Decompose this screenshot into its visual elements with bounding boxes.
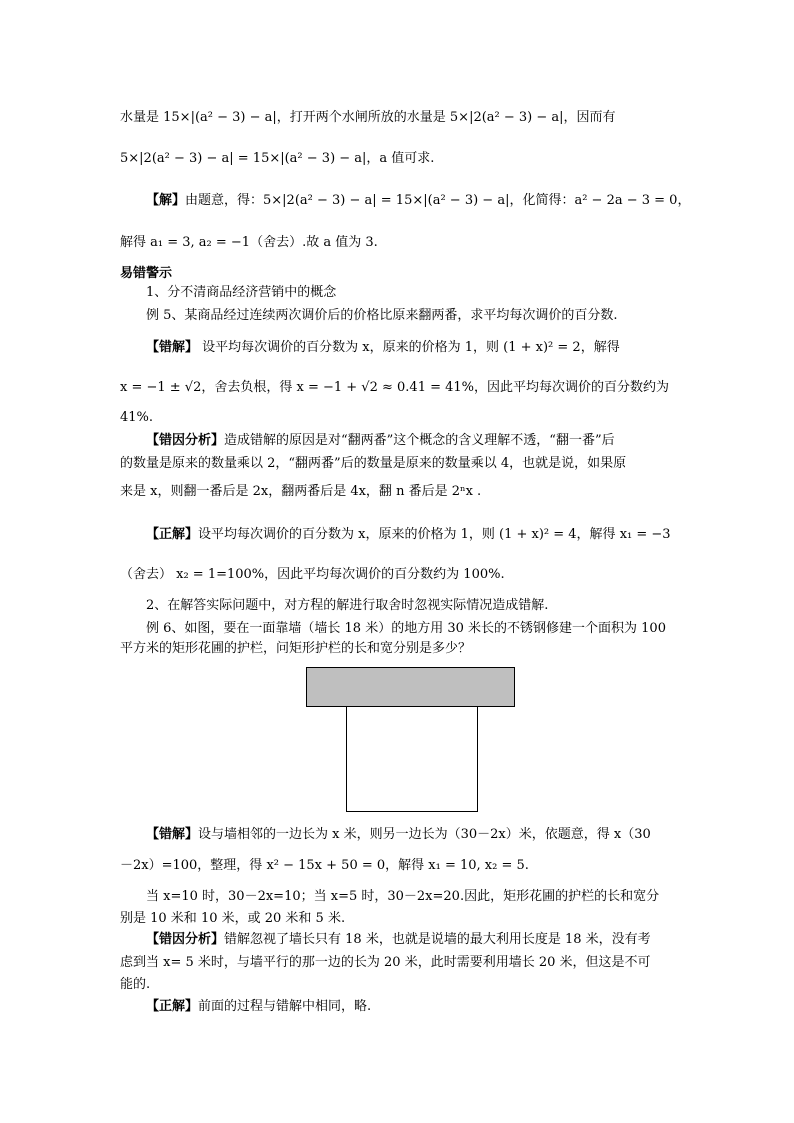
line-24: 能的. — [120, 977, 151, 992]
line-1: 水量是 15×|(a² − 3) − a|，打开两个水闸所放的水量是 5×|2(a² − 3) − a|，因而有 — [120, 110, 616, 125]
line-11: 的数量是原来的数量乘以 2，“翻两番”后的数量是原来的数量乘以 4，也就是说，如果原 — [120, 456, 627, 471]
wrong-text: 设平均每次调价的百分数为 x，原来的价格为 1，则 (1 + x)² = 2，解得 — [198, 340, 620, 355]
example-6: 例 6、如图，要在一面靠墙（墙长 18 米）的地方用 30 米长的不锈钢修建一个面积为 100 — [146, 621, 666, 636]
point-2: 2、在解答实际问题中，对方程的解进行取舍时忽视实际情况造成错解. — [146, 598, 549, 613]
wrong-tag: 【错解】 — [146, 340, 199, 355]
error-analysis-tag: 【错因分析】 — [146, 433, 225, 448]
line-9: 41%. — [120, 410, 154, 425]
line-14: （舍去） x₂ = 1=100%，因此平均每次调价的百分数约为 100%. — [120, 567, 505, 582]
line-13 — [146, 527, 706, 543]
garden-rect — [346, 706, 478, 812]
line-19: －2x）=100，整理，得 x² − 15x + 50 = 0，解得 x₁ = 10, x₂ = 5. — [120, 858, 529, 873]
section-heading: 易错警示 — [120, 266, 173, 281]
wrong-tag-2: 【错解】 — [146, 827, 199, 842]
error-analysis-tag-2: 【错因分析】 — [146, 932, 225, 947]
line-17: 平方米的矩形花圃的护栏，问矩形护栏的长和宽分别是多少？ — [120, 641, 472, 656]
line-12: 来是 x，则翻一番后是 2x，翻两番后是 4x，翻 n 番后是 2ⁿx . — [120, 484, 482, 499]
line-20: 当 x=10 时，30－2x=10；当 x=5 时，30－2x=20.因此，矩形花圃的护栏的长和宽分 — [146, 889, 660, 904]
correct-tag-2: 【正解】 — [146, 999, 199, 1014]
correct-text: 设平均每次调价的百分数为 x，原来的价格为 1，则 (1 + x)² = 4，解得 x₁ = −3 — [198, 527, 671, 542]
line-10 — [146, 433, 706, 449]
line-25 — [146, 999, 706, 1015]
error-analysis-text: 造成错解的原因是对“翻两番”这个概念的含义理解不透，“翻一番”后 — [224, 433, 615, 448]
line-7 — [146, 340, 706, 356]
line-2: 5×|2(a² − 3) − a| = 15×|(a² − 3) − a|，a 值可求. — [120, 151, 435, 166]
solution-tag: 【解】 — [146, 193, 186, 208]
point-1: 1、分不清商品经济营销中的概念 — [146, 285, 337, 300]
line-8: x = −1 ± √2，舍去负根，得 x = −1 + √2 ≈ 0.41 = 41%，因此平均每次调价的百分数约为 — [120, 380, 670, 395]
correct-text-2: 前面的过程与错解中相同，略. — [198, 999, 372, 1014]
line-18 — [146, 827, 706, 843]
wall-rect — [306, 667, 515, 707]
line-3 — [146, 193, 706, 209]
line-4: 解得 a₁ = 3, a₂ = −1（舍去）.故 a 值为 3. — [120, 235, 378, 250]
correct-tag: 【正解】 — [146, 527, 199, 542]
line-23: 虑到当 x= 5 米时，与墙平行的那一边的长为 20 米，此时需要利用墙长 20 米，但这是不可 — [120, 955, 651, 970]
solution-text: 由题意，得：5×|2(a² − 3) − a| = 15×|(a² − 3) − a|，化简得：a² − 2a − 3 = 0， — [185, 193, 691, 208]
example-5: 例 5、某商品经过连续两次调价后的价格比原来翻两番，求平均每次调价的百分数. — [146, 308, 618, 323]
error-analysis-text-2: 错解忽视了墙长只有 18 米，也就是说墙的最大利用长度是 18 米，没有考 — [224, 932, 651, 947]
line-21: 别是 10 米和 10 米，或 20 米和 5 米. — [120, 911, 346, 926]
line-22 — [146, 932, 706, 948]
wrong-text-2: 设与墙相邻的一边长为 x 米，则另一边长为（30－2x）米，依题意，得 x（30 — [198, 827, 651, 842]
